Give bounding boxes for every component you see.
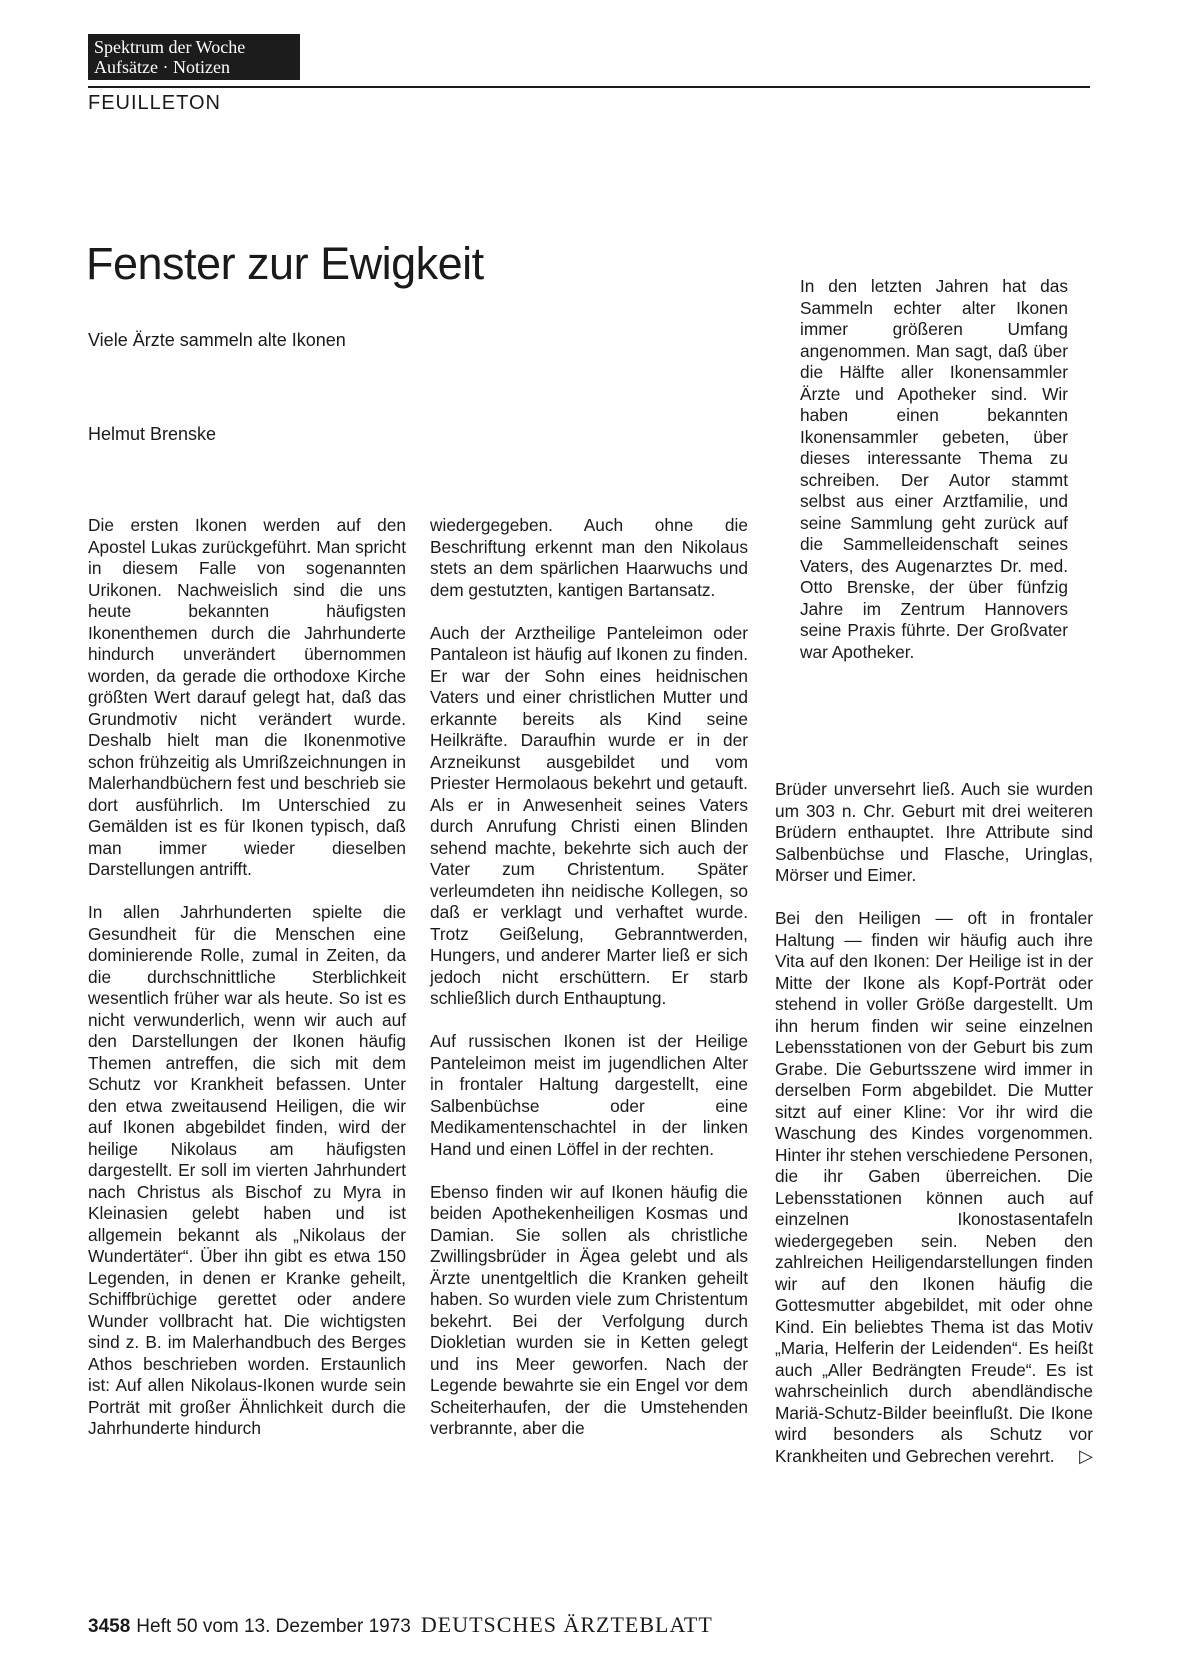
masthead: DEUTSCHES ÄRZTEBLATT xyxy=(420,1612,713,1637)
article-title: Fenster zur Ewigkeit xyxy=(86,238,484,289)
section-label: FEUILLETON xyxy=(88,92,221,114)
column-1 xyxy=(88,515,406,1461)
body-text: Bei den Heiligen — oft in frontaler Haltung — finden wir häufig auch ihre Vita auf den Ikonen: Der Heilige ist in der Mitte der Ikone als Kopf-Porträt oder stehend in voller Größe dargestellt. Um ihn herum finden wir seine einzelnen Lebensstationen von der Geburt bis zum Grabe. Die Geburtsszene wird immer in derselben Form abgebildet. Die Mutter sitzt auf einer Kline: Vor ihr wird die Waschung des Kindes vorgenommen. Hinter ihr stehen verschiedene Personen, die ihr Gaben überreichen. Die Lebensstationen können auch auf einzelnen Ikonostasentafeln wiedergegeben sein. Neben den zahlreichen Heiligendarstellungen finden wir auf den Ikonen häufig die Gottesmutter abgebildet, mit oder ohne Kind. Ein beliebtes Thema ist das Motiv „Maria, Helferin der Leidenden“. Es heißt auch „Aller Bedrängten Freude“. Es ist wahrscheinlich durch abendländische Mariä-Schutz-Bilder beeinflußt. Die Ikone wird besonders als Schutz vor Krankheiten und Gebrechen verehrt. xyxy=(775,908,1093,1466)
body-paragraph: In allen Jahrhunderten spielte die Gesundheit für die Menschen eine dominierende Rolle, zumal in Zeiten, da die durchschnittliche Sterblichkeit wesentlich früher war als heute. So ist es nicht verwunderlich, wenn wir auch auf den Darstellungen der Ikonen häufig Themen antreffen, die sich mit dem Schutz vor Krankheit befassen. Unter den etwa zweitausend Heiligen, die wir auf Ikonen abgebildet finden, wird der heilige Nikolaus am häufigsten dargestellt. Er soll im vierten Jahrhundert nach Christus als Bischof zu Myra in Kleinasien gelebt haben und ist allgemein bekannt als „Nikolaus der Wundertäter“. Über ihn gibt es etwa 150 Legenden, in denen er Kranke geheilt, Schiffbrüchige gerettet oder andere Wunder vollbracht hat. Die wichtigsten sind z. B. im Malerhandbuch des Berges Athos beschrieben worden. Erstaunlich ist: Auf allen Nikolaus-Ikonen wurde sein Porträt mit großer Ähnlichkeit durch die Jahrhunderte hindurch xyxy=(88,902,406,1438)
continue-arrow-icon: ▷ xyxy=(1079,1445,1093,1466)
body-paragraph: Auch der Arztheilige Panteleimon oder Pantaleon ist häufig auf Ikonen zu finden. Er war der Sohn eines heidnischen Vaters und einer christlichen Mutter und erkannte bereits als Kind seine Heilkräfte. Daraufhin wurde er in der Arzneikunst ausgebildet und vom Priester Hermolaous bekehrt und getauft. Als er in Anwesenheit seines Vaters durch Anrufung Christi einen Blinden sehend machte, bekehrte sich auch der Vater zum Christentum. Später verleumdeten ihn neidische Kollegen, so daß er verklagt und verhaftet wurde. Trotz Geißelung, Gebranntwerden, Hungers, und anderer Marter ließ er sich jedoch nicht erschüttern. Er starb schließlich durch Enthauptung. xyxy=(430,622,748,1008)
tag-line-2: Aufsätze · Notizen xyxy=(94,57,230,77)
page-number: 3458 xyxy=(88,1616,131,1637)
body-paragraph: Die ersten Ikonen werden auf den Apostel Lukas zurückgeführt. Man spricht in diesem Falle von sogenannten Urikonen. Nachweislich sind die uns heute bekannten häufigsten Ikonenthemen durch die Jahrhunderte hindurch unverändert übernommen worden, da gerade die orthodoxe Kirche größten Wert darauf gelegt hat, daß das Grundmotiv nicht verändert wurde. Deshalb hielt man die Ikonenmotive schon frühzeitig als Umrißzeichnungen in Malerhandbüchern fest und beschrieb sie dort ausführlich. Im Unterschied zu Gemälden ist es für Ikonen typisch, daß man immer wieder dieselben Darstellungen antrifft. xyxy=(88,515,406,879)
body-paragraph: Auf russischen Ikonen ist der Heilige Panteleimon meist im jugendlichen Alter in frontaler Haltung dargestellt, eine Salbenbüchse oder eine Medikamentenschachtel in der linken Hand und einen Löffel in der rechten. xyxy=(430,1031,748,1159)
section-tag xyxy=(88,34,300,80)
page-footer xyxy=(88,1612,713,1638)
body-paragraph: wiedergegeben. Auch ohne die Beschriftung erkennt man den Nikolaus stets an dem spärlichen Haarwuchs und dem gestutzten, kantigen Bartansatz. xyxy=(430,515,748,600)
body-paragraph: Ebenso finden wir auf Ikonen häufig die beiden Apothekenheiligen Kosmas und Damian. Sie sollen als christliche Zwillingsbrüder in Ägea gelebt und als Ärzte unentgeltlich die Kranken geheilt haben. So wurden viele zum Christentum bekehrt. Bei der Verfolgung durch Diokletian wurden sie in Ketten gelegt und ins Meer geworfen. Nach der Legende bewahrte sie ein Engel vor dem Scheiterhaufen, der die Umstehenden verbrannte, aber die xyxy=(430,1181,748,1438)
article-subtitle: Viele Ärzte sammeln alte Ikonen xyxy=(88,330,346,350)
intro-box xyxy=(800,276,1068,685)
tag-line-1: Spektrum der Woche xyxy=(94,37,246,57)
column-3 xyxy=(775,779,1093,1489)
body-paragraph xyxy=(775,908,1093,1467)
issue-info: Heft 50 vom 13. Dezember 1973 xyxy=(136,1616,411,1637)
article-author: Helmut Brenske xyxy=(88,424,217,444)
body-paragraph: Brüder unversehrt ließ. Auch sie wurden um 303 n. Chr. Geburt mit drei weiteren Brüdern enthauptet. Ihre Attribute sind Salbenbüchse und Flasche, Uringlas, Mörser und Eimer. xyxy=(775,779,1093,885)
intro-paragraph: In den letzten Jahren hat das Sammeln echter alter Ikonen immer größeren Umfang angenommen. Man sagt, daß über die Hälfte aller Ikonensammler Ärzte und Apotheker sind. Wir haben einen bekannten Ikonensammler gebeten, über dieses interessante Thema zu schreiben. Der Autor stammt selbst aus einer Arztfamilie, und seine Sammlung geht zurück auf die Sammelleidenschaft seines Vaters, des Augenarztes Dr. med. Otto Brenske, der über fünfzig Jahre im Zentrum Hannovers seine Praxis führte. Der Großvater war Apotheker. xyxy=(800,276,1068,662)
column-2 xyxy=(430,515,748,1461)
header-rule xyxy=(88,86,1090,88)
